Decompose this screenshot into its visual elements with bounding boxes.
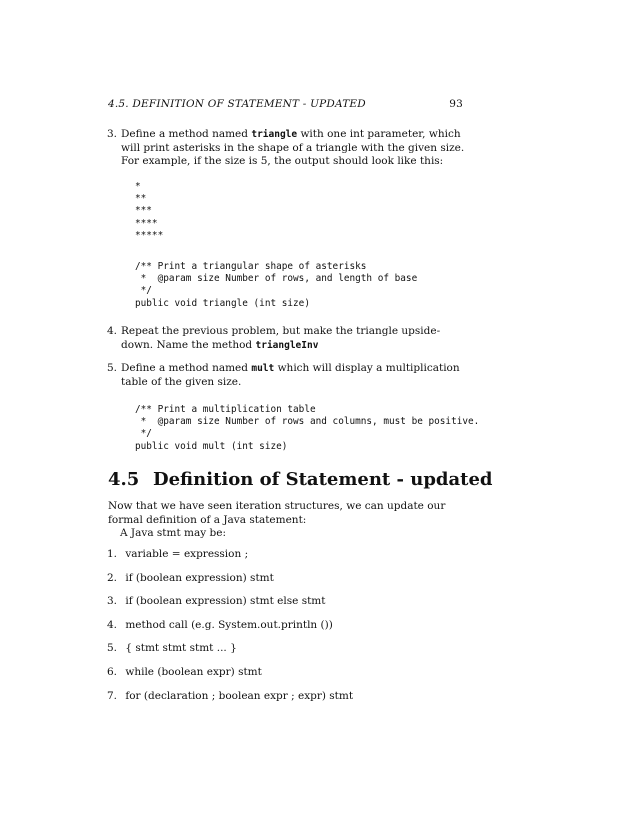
exercise-text: Define a method named mult which will display a multiplication table of the given size. <box>121 362 460 388</box>
header-section: 4.5. DEFINITION OF STATEMENT - UPDATED <box>108 98 366 110</box>
inline-code: triangle <box>251 129 298 140</box>
inline-code: triangleInv <box>255 339 319 351</box>
exercise-3 <box>107 128 466 169</box>
exercise-number: 4. <box>107 325 118 337</box>
list-item: 4. method call (e.g. System.out.println ()) <box>107 618 333 631</box>
exercise-text: Repeat the previous problem, but make the triangle upside-down. Name the method triangleInv <box>121 325 441 351</box>
list-item: 7. for (declaration ; boolean expr ; expr) stmt <box>107 689 354 702</box>
intro-lead: A Java stmt may be: <box>120 527 226 539</box>
exercise-5 <box>107 362 466 389</box>
list-item: 5. { stmt stmt stmt ... } <box>107 642 237 655</box>
inline-code: mult <box>251 363 275 374</box>
list-item: 2. if (boolean expression) stmt <box>107 571 274 584</box>
intro-paragraph: Now that we have seen iteration structures, we can update our formal definition of a Java statement: <box>108 500 446 526</box>
section-title-text: Definition of Statement - updated <box>153 469 493 490</box>
running-header <box>108 98 463 110</box>
page-number: 93 <box>449 98 463 110</box>
triangle-output-code: * ** *** **** ***** <box>135 181 164 241</box>
exercise-text: Define a method named triangle with one int parameter, which will print asterisks in the shape of a triangle with the given size. For example, if the size is 5, the output should look like this: <box>121 128 465 167</box>
list-item: 6. while (boolean expr) stmt <box>107 666 262 678</box>
exercise-4 <box>107 325 466 352</box>
mult-signature-code: /** Print a multiplication table * @param size Number of rows and columns, must be positive. */ public void mult (int size) <box>135 404 480 452</box>
exercise-number: 5. <box>107 362 118 374</box>
section-number: 4.5 <box>108 469 140 490</box>
list-item: 3. if (boolean expression) stmt else stmt <box>107 595 326 608</box>
list-item: 1. variable = expression ; <box>107 548 249 560</box>
section-heading <box>108 469 493 490</box>
exercise-number: 3. <box>107 128 118 140</box>
triangle-signature-code: /** Print a triangular shape of asterisks * @param size Number of rows, and length of base */ public void triangle (int size) <box>135 261 418 309</box>
